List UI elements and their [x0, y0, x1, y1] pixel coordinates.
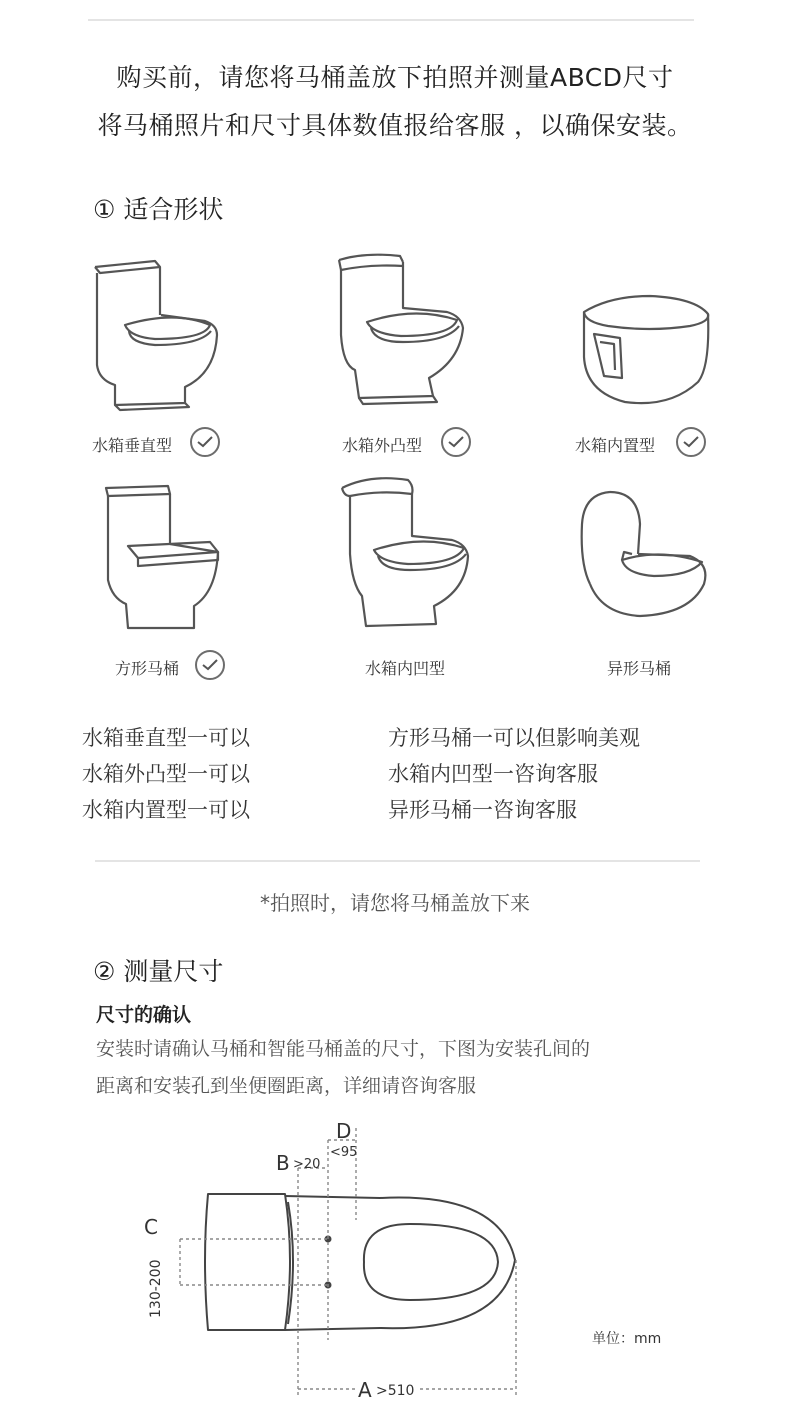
- shape-label-vertical: 水箱垂直型: [92, 436, 173, 455]
- summary-item: 水箱垂直型一可以: [82, 726, 250, 750]
- summary-item: 水箱内置型一可以: [82, 798, 250, 822]
- summary-item: 异形马桶一咨询客服: [388, 798, 577, 822]
- toilet-recessed-tank-icon: [330, 474, 480, 638]
- shape-label-square: 方形马桶: [115, 659, 180, 678]
- toilet-egg-shaped-icon: [570, 484, 720, 628]
- instruction-text: [96, 1031, 590, 1105]
- toilet-wall-hung-icon: [570, 282, 720, 416]
- shape-label-recessed: 水箱内凹型: [365, 659, 446, 678]
- dim-label-a: A: [358, 1378, 372, 1402]
- dim-label-d: D: [336, 1119, 352, 1143]
- shape-label-protruding: 水箱外凸型: [342, 436, 423, 455]
- check-icon: [195, 650, 225, 680]
- section-shapes-title: ① 适合形状: [93, 195, 224, 224]
- summary-item: 水箱内凹型一咨询客服: [388, 762, 598, 786]
- section-measure-title: ② 测量尺寸: [93, 957, 224, 986]
- shape-label-wall-hung: 水箱内置型: [575, 436, 656, 455]
- check-icon: [441, 427, 471, 457]
- intro-line-2: 将马桶照片和尺寸具体数值报给客服 ，以确保安装。: [97, 111, 693, 140]
- unit-label: 单位：mm: [592, 1331, 662, 1347]
- top-divider: [88, 19, 694, 21]
- dim-value-b: >20: [293, 1157, 321, 1172]
- mid-divider: [95, 860, 700, 862]
- measurement-diagram: [130, 1110, 690, 1414]
- dim-value-a: >510: [376, 1383, 415, 1399]
- dim-value-c: 130-200: [148, 1259, 164, 1318]
- toilet-square-icon: [98, 480, 228, 644]
- dim-label-c: C: [144, 1215, 158, 1239]
- summary-left-list: [82, 720, 250, 828]
- check-icon: [676, 427, 706, 457]
- photo-note: *拍照时，请您将马桶盖放下来: [260, 891, 530, 915]
- summary-item: 方形马桶一可以但影响美观: [388, 726, 640, 750]
- dim-label-b: B: [276, 1151, 290, 1175]
- toilet-protruding-tank-icon: [325, 250, 475, 414]
- size-confirm-subtitle: 尺寸的确认: [96, 1004, 192, 1026]
- shape-label-egg: 异形马桶: [607, 659, 672, 678]
- dim-value-d: <95: [330, 1145, 358, 1160]
- toilet-vertical-tank-icon: [85, 255, 235, 419]
- intro-line-1: 购买前，请您将马桶盖放下拍照并测量ABCD尺寸: [116, 63, 674, 92]
- summary-right-list: [388, 720, 640, 828]
- check-icon: [190, 427, 220, 457]
- instruction-line: 距离和安装孔到坐便圈距离，详细请咨询客服: [96, 1075, 477, 1097]
- summary-item: 水箱外凸型一可以: [82, 762, 250, 786]
- instruction-line: 安装时请确认马桶和智能马桶盖的尺寸，下图为安装孔间的: [96, 1038, 591, 1060]
